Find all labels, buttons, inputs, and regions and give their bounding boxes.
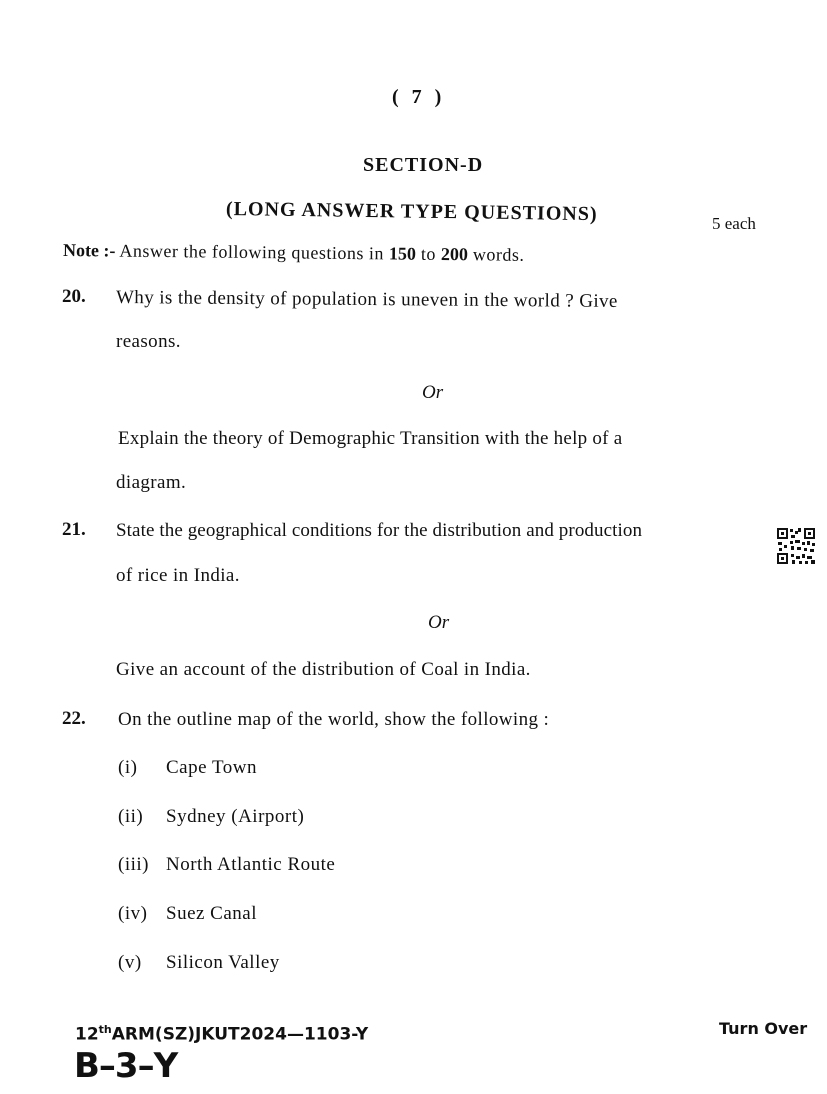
map-item-label: Suez Canal (166, 903, 258, 924)
question-alternative-text: Explain the theory of Demographic Transition with the help of a (118, 428, 623, 449)
map-item-label: Silicon Valley (166, 952, 280, 973)
map-item (118, 903, 257, 925)
section-subtitle: (LONG ANSWER TYPE QUESTIONS) (225, 198, 598, 226)
question-text: On the outline map of the world, show the following : (118, 709, 550, 730)
map-item (118, 854, 335, 876)
section-title: SECTION-D (363, 154, 484, 176)
question-number: 20. (62, 286, 86, 307)
page-number: ( 7 ) (392, 86, 446, 108)
or-separator: Or (428, 612, 450, 633)
note-max-words: 200 (440, 243, 469, 265)
qr-code-icon (776, 527, 816, 565)
map-item-number: (iv) (118, 903, 148, 924)
turn-over-label: Turn Over (719, 1019, 808, 1038)
paper-code-rest: ARM(SZ)JKUT2024—1103-Y (111, 1024, 369, 1045)
map-item-number: (v) (118, 952, 142, 973)
map-item-number: (i) (118, 757, 138, 778)
map-item (118, 757, 257, 779)
question-number: 22. (62, 708, 86, 729)
question-text: Why is the density of population is uneven in the world ? Give (115, 287, 618, 312)
map-item-number: (ii) (118, 806, 144, 827)
paper-set: B–3–Y (74, 1046, 178, 1086)
question-text: reasons. (116, 331, 181, 352)
note-to: to (415, 243, 442, 264)
note-label: Note :- (62, 240, 116, 261)
marks-label: 5 each (712, 214, 756, 233)
map-item (118, 952, 280, 974)
map-item-label: Sydney (Airport) (166, 806, 305, 827)
question-number: 21. (62, 519, 86, 540)
question-text: of rice in India. (116, 565, 240, 586)
map-item-label: Cape Town (166, 757, 257, 778)
map-item-label: North Atlantic Route (166, 854, 336, 875)
map-item (118, 806, 304, 828)
note-text-after: words. (467, 244, 525, 265)
note-text-before: Answer the following questions in (115, 240, 390, 264)
note-min-words: 150 (388, 243, 417, 264)
map-item-number: (iii) (118, 854, 149, 875)
paper-code-sup: th (98, 1023, 112, 1036)
question-text: State the geographical conditions for the distribution and production (116, 520, 643, 541)
paper-code-prefix: 12 (75, 1024, 99, 1045)
question-alternative-text: diagram. (116, 472, 187, 493)
or-separator: Or (422, 382, 444, 403)
paper-code (75, 1023, 368, 1045)
question-alternative-text: Give an account of the distribution of Coal in India. (116, 659, 531, 680)
instruction-note (63, 240, 525, 266)
